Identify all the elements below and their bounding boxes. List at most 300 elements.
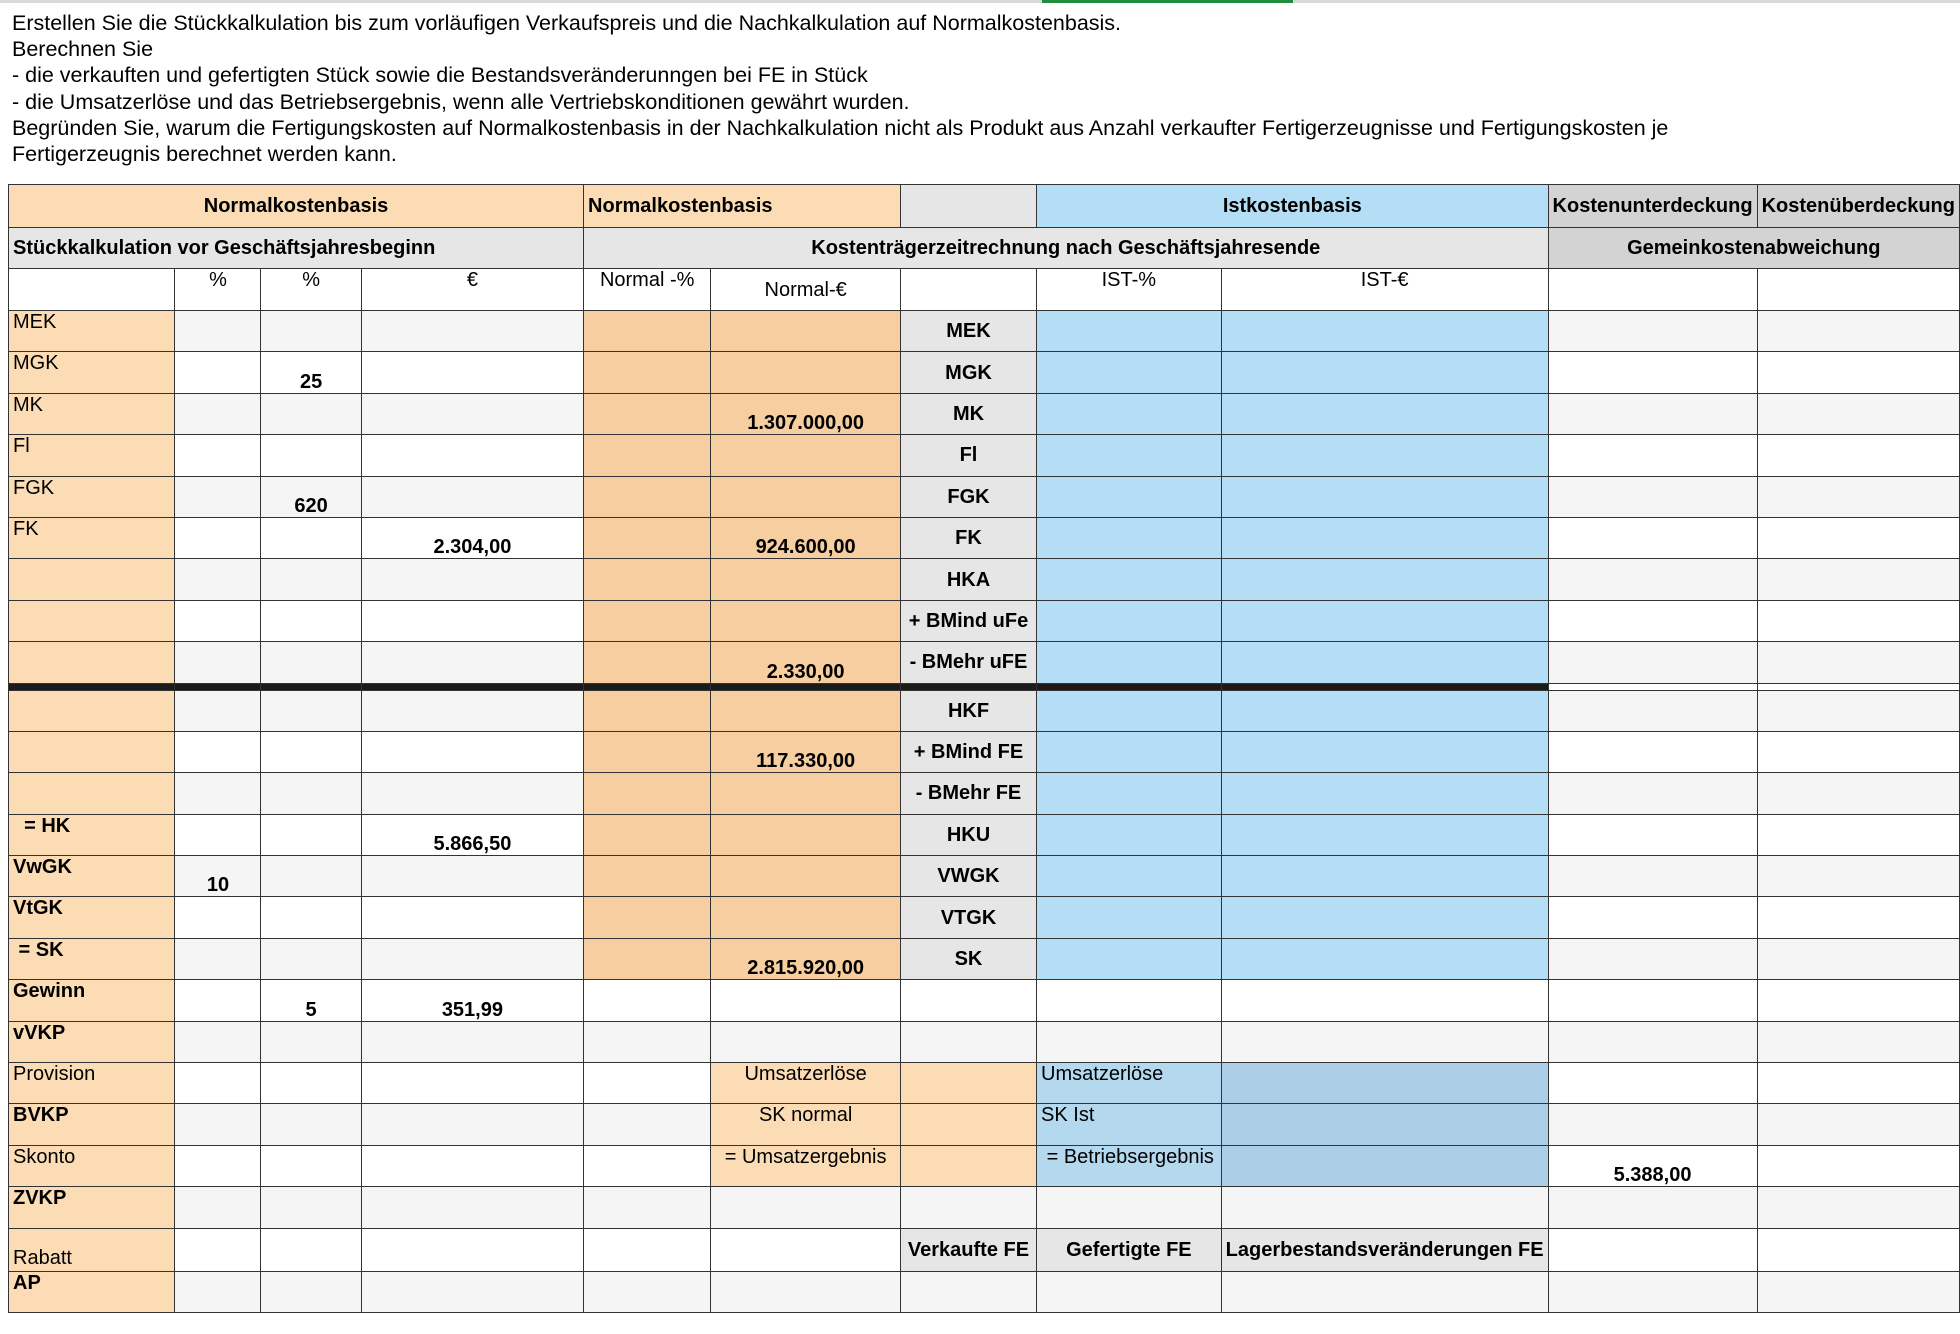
cell[interactable] (1548, 311, 1757, 352)
cell[interactable] (711, 559, 901, 600)
cell[interactable] (1757, 1104, 1959, 1145)
cell[interactable] (1548, 476, 1757, 517)
cell[interactable] (1037, 352, 1222, 393)
cell[interactable] (1757, 1063, 1959, 1104)
cell[interactable] (584, 938, 711, 979)
row-sk (9, 938, 1960, 979)
row-label: Provision (9, 1063, 175, 1104)
mid-label: FK (900, 517, 1036, 558)
row-label: VwGK (9, 856, 175, 897)
row-hka (9, 559, 1960, 600)
cell[interactable] (584, 856, 711, 897)
cell (900, 683, 1036, 690)
cell[interactable] (361, 938, 583, 979)
mid-label: HKU (900, 814, 1036, 855)
header-row-1 (9, 185, 1960, 228)
cell[interactable] (1221, 897, 1548, 938)
cell[interactable] (9, 690, 175, 731)
cell[interactable] (175, 517, 261, 558)
cell[interactable] (1548, 1021, 1757, 1062)
cell[interactable] (584, 600, 711, 641)
gewinn-percent[interactable]: 5 (261, 980, 361, 1021)
cell[interactable] (1221, 690, 1548, 731)
cell[interactable] (711, 856, 901, 897)
cell[interactable] (1548, 1104, 1757, 1145)
cell[interactable] (175, 897, 261, 938)
row-rabatt (9, 1228, 1960, 1271)
cell[interactable] (1037, 600, 1222, 641)
row-label: FGK (9, 476, 175, 517)
mid-label: SK (900, 938, 1036, 979)
cell[interactable] (1757, 600, 1959, 641)
cell[interactable] (1548, 269, 1757, 311)
cell[interactable] (1221, 773, 1548, 814)
label-umsatzerloese: Umsatzerlöse (711, 1063, 901, 1104)
cell[interactable] (175, 311, 261, 352)
row-label: vVKP (9, 1021, 175, 1062)
separator-row (9, 683, 1960, 690)
cell[interactable] (900, 1063, 1036, 1104)
cell[interactable] (261, 814, 361, 855)
cell[interactable] (1757, 690, 1959, 731)
cell[interactable] (711, 1187, 901, 1228)
row-fl (9, 435, 1960, 476)
cell[interactable] (175, 1104, 261, 1145)
mgk-percent[interactable]: 25 (261, 352, 361, 393)
col-header-normal-euro: Normal-€ (711, 269, 901, 311)
cell[interactable] (175, 393, 261, 434)
cell[interactable] (175, 980, 261, 1021)
cell[interactable] (361, 393, 583, 434)
cell[interactable] (1548, 980, 1757, 1021)
cell[interactable] (1037, 814, 1222, 855)
cell[interactable] (900, 1187, 1036, 1228)
col-header-euro: € (361, 269, 583, 311)
cell[interactable] (711, 352, 901, 393)
cell[interactable] (361, 1145, 583, 1186)
cell[interactable] (1037, 476, 1222, 517)
header-normalkostenbasis-mid: Normalkostenbasis (584, 185, 901, 228)
cell[interactable] (584, 1104, 711, 1145)
col-header-normal-percent: Normal -% (584, 269, 711, 311)
cell[interactable] (1548, 1271, 1757, 1312)
cell[interactable] (175, 559, 261, 600)
cell[interactable] (361, 311, 583, 352)
cell[interactable] (175, 938, 261, 979)
calculation-table (8, 184, 1960, 1313)
cell[interactable] (1221, 311, 1548, 352)
cell[interactable] (900, 1021, 1036, 1062)
sheet-top-bar (0, 0, 1960, 3)
cell[interactable] (9, 731, 175, 772)
cell[interactable] (1037, 311, 1222, 352)
cell[interactable] (175, 1228, 261, 1271)
cell[interactable] (711, 690, 901, 731)
mid-label: + BMind uFe (900, 600, 1036, 641)
cell[interactable] (900, 1104, 1036, 1145)
bmind-fe-normal-euro[interactable]: 117.330,00 (711, 731, 901, 772)
cell[interactable] (584, 1228, 711, 1271)
cell[interactable] (584, 393, 711, 434)
cell[interactable] (1757, 856, 1959, 897)
cell[interactable] (1548, 1063, 1757, 1104)
cell[interactable] (711, 600, 901, 641)
row-vvkp (9, 1021, 1960, 1062)
cell[interactable] (1221, 814, 1548, 855)
cell[interactable] (711, 773, 901, 814)
cell[interactable] (1548, 856, 1757, 897)
row-mk (9, 393, 1960, 434)
cell[interactable] (1757, 1228, 1959, 1271)
cell[interactable] (1548, 517, 1757, 558)
cell[interactable] (1037, 690, 1222, 731)
row-ap (9, 1271, 1960, 1312)
cell[interactable] (584, 1145, 711, 1186)
cell[interactable] (1037, 517, 1222, 558)
cell[interactable] (9, 642, 175, 683)
cell[interactable] (1221, 856, 1548, 897)
cell[interactable] (1757, 938, 1959, 979)
cell[interactable] (1548, 814, 1757, 855)
cell[interactable] (1037, 1271, 1222, 1312)
row-bmind-ufe (9, 600, 1960, 641)
mid-label: - BMehr uFE (900, 642, 1036, 683)
cell[interactable] (1757, 1021, 1959, 1062)
cell[interactable] (1037, 731, 1222, 772)
row-provision (9, 1063, 1960, 1104)
cell[interactable] (261, 1271, 361, 1312)
cell[interactable] (261, 559, 361, 600)
cell[interactable] (361, 731, 583, 772)
cell[interactable] (584, 690, 711, 731)
mid-label: MEK (900, 311, 1036, 352)
label-umsatzerloese-ist: Umsatzerlöse (1037, 1063, 1222, 1104)
cell[interactable] (175, 814, 261, 855)
row-hkf (9, 690, 1960, 731)
cell[interactable] (361, 690, 583, 731)
cell[interactable] (261, 897, 361, 938)
cell[interactable] (361, 773, 583, 814)
cell[interactable] (175, 731, 261, 772)
cell[interactable] (584, 642, 711, 683)
cell[interactable] (361, 435, 583, 476)
cell[interactable] (361, 559, 583, 600)
cell[interactable] (261, 856, 361, 897)
mid-label: HKF (900, 690, 1036, 731)
row-label: Gewinn (9, 980, 175, 1021)
cell[interactable] (711, 814, 901, 855)
cell[interactable] (261, 1228, 361, 1271)
cell[interactable] (900, 185, 1036, 228)
cell[interactable] (1037, 980, 1222, 1021)
cell[interactable] (9, 773, 175, 814)
cell[interactable] (361, 1104, 583, 1145)
row-bmehr-fe (9, 773, 1960, 814)
cell[interactable] (1037, 938, 1222, 979)
cell[interactable] (584, 311, 711, 352)
col-header-ist-percent: IST-% (1037, 269, 1222, 311)
header-row-3 (9, 269, 1960, 311)
row-label: MEK (9, 311, 175, 352)
cell[interactable] (1757, 517, 1959, 558)
cell[interactable] (1221, 435, 1548, 476)
cell (1548, 683, 1757, 690)
cell[interactable] (1037, 559, 1222, 600)
cell[interactable] (361, 476, 583, 517)
cell[interactable] (1548, 642, 1757, 683)
cell[interactable] (1757, 559, 1959, 600)
header-kostenueberdeckung: Kostenüberdeckung (1757, 185, 1959, 228)
cell (261, 683, 361, 690)
cell[interactable] (711, 435, 901, 476)
label-betriebsergebnis: = Betriebsergebnis (1037, 1145, 1222, 1186)
sk-normal-euro[interactable]: 2.815.920,00 (711, 938, 901, 979)
cell[interactable] (1757, 1271, 1959, 1312)
cell[interactable] (261, 1104, 361, 1145)
fgk-percent[interactable]: 620 (261, 476, 361, 517)
cell[interactable] (711, 311, 901, 352)
cell[interactable] (1221, 352, 1548, 393)
fk-normal-euro[interactable]: 924.600,00 (711, 517, 901, 558)
cell[interactable] (584, 980, 711, 1021)
cell[interactable] (584, 814, 711, 855)
cell[interactable] (900, 1145, 1036, 1186)
cell[interactable] (1548, 897, 1757, 938)
row-bvkp (9, 1104, 1960, 1145)
header-verkaufte-fe: Verkaufte FE (900, 1228, 1036, 1271)
cell[interactable] (584, 731, 711, 772)
cell[interactable] (900, 269, 1036, 311)
cell[interactable] (361, 1187, 583, 1228)
header-kostenunterdeckung: Kostenunterdeckung (1548, 185, 1757, 228)
cell[interactable] (1037, 856, 1222, 897)
cell[interactable] (261, 393, 361, 434)
cell[interactable] (361, 1063, 583, 1104)
cell[interactable] (261, 690, 361, 731)
task-description (12, 10, 1942, 167)
cell[interactable] (261, 1145, 361, 1186)
cell[interactable] (175, 642, 261, 683)
cell[interactable] (1757, 731, 1959, 772)
cell[interactable] (261, 1063, 361, 1104)
row-vwgk (9, 856, 1960, 897)
row-label: VtGK (9, 897, 175, 938)
cell[interactable] (1757, 1187, 1959, 1228)
cell[interactable] (1757, 1145, 1959, 1186)
cell[interactable] (1548, 435, 1757, 476)
cell[interactable] (584, 352, 711, 393)
cell[interactable] (1037, 1021, 1222, 1062)
cell[interactable] (175, 352, 261, 393)
cell[interactable] (1221, 476, 1548, 517)
cell[interactable] (900, 1271, 1036, 1312)
row-label: = SK (9, 938, 175, 979)
cell[interactable] (1757, 814, 1959, 855)
cell[interactable] (1757, 773, 1959, 814)
cell[interactable] (361, 856, 583, 897)
cell[interactable] (1037, 435, 1222, 476)
cell[interactable] (1221, 980, 1548, 1021)
cell[interactable] (175, 435, 261, 476)
cell (175, 683, 261, 690)
row-zvkp (9, 1187, 1960, 1228)
cell[interactable] (711, 476, 901, 517)
cell[interactable] (175, 690, 261, 731)
cell[interactable] (261, 311, 361, 352)
row-label: FK (9, 517, 175, 558)
intro-line: Erstellen Sie die Stückkalkulation bis zum vorläufigen Verkaufspreis und die Nachkalkulation auf Normalkostenbasis. (12, 11, 1122, 35)
cell[interactable] (584, 897, 711, 938)
row-mgk (9, 352, 1960, 393)
cell[interactable] (261, 1021, 361, 1062)
cell[interactable] (1037, 642, 1222, 683)
cell[interactable] (1221, 393, 1548, 434)
cell[interactable] (361, 600, 583, 641)
cell[interactable] (1221, 559, 1548, 600)
label-sk-ist: SK Ist (1037, 1104, 1222, 1145)
cell[interactable] (1757, 897, 1959, 938)
cell[interactable] (711, 897, 901, 938)
cell[interactable] (175, 1063, 261, 1104)
fk-euro[interactable]: 2.304,00 (361, 517, 583, 558)
cell[interactable] (175, 773, 261, 814)
intro-line: - die Umsatzerlöse und das Betriebsergebnis, wenn alle Vertriebskonditionen gewährt wurden. (12, 89, 910, 114)
cell[interactable] (584, 435, 711, 476)
cell[interactable] (1757, 642, 1959, 683)
cell[interactable] (9, 559, 175, 600)
intro-line: Berechnen Sie (12, 37, 154, 62)
cell[interactable] (361, 642, 583, 683)
header-lagerbestandsveraenderungen-fe: Lagerbestandsveränderungen FE (1221, 1228, 1548, 1271)
cell[interactable] (361, 1228, 583, 1271)
cell[interactable] (261, 731, 361, 772)
gemeinkostenabweichung-value[interactable]: 5.388,00 (1548, 1145, 1757, 1186)
cell[interactable] (175, 1187, 261, 1228)
cell[interactable] (361, 352, 583, 393)
cell[interactable] (361, 897, 583, 938)
cell[interactable] (1037, 1187, 1222, 1228)
mid-label: - BMehr FE (900, 773, 1036, 814)
cell[interactable] (361, 1021, 583, 1062)
cell[interactable] (9, 600, 175, 641)
cell[interactable] (584, 1021, 711, 1062)
row-label: MK (9, 393, 175, 434)
cell[interactable] (584, 1187, 711, 1228)
cell[interactable] (1221, 1187, 1548, 1228)
cell[interactable] (1757, 352, 1959, 393)
cell[interactable] (711, 1021, 901, 1062)
cell[interactable] (1221, 1063, 1548, 1104)
cell[interactable] (261, 773, 361, 814)
cell[interactable] (1757, 393, 1959, 434)
row-gewinn (9, 980, 1960, 1021)
cell[interactable] (711, 980, 901, 1021)
cell[interactable] (1221, 1145, 1548, 1186)
cell[interactable] (711, 1271, 901, 1312)
gewinn-euro[interactable]: 351,99 (361, 980, 583, 1021)
cell[interactable] (1221, 1271, 1548, 1312)
col-header-ist-euro: IST-€ (1221, 269, 1548, 311)
cell[interactable] (1548, 1228, 1757, 1271)
bmehr-ufe-normal-euro[interactable]: 2.330,00 (711, 642, 901, 683)
cell[interactable] (1221, 600, 1548, 641)
cell[interactable] (711, 1228, 901, 1271)
vwgk-percent[interactable]: 10 (175, 856, 261, 897)
intro-line: - die verkauften und gefertigten Stück sowie die Bestandsveränderunngen bei FE in Stück (12, 63, 868, 88)
cell[interactable] (1757, 476, 1959, 517)
row-label: Skonto (9, 1145, 175, 1186)
cell[interactable] (1221, 1021, 1548, 1062)
cell[interactable] (1548, 393, 1757, 434)
cell[interactable] (1548, 600, 1757, 641)
cell[interactable] (261, 938, 361, 979)
cell[interactable] (1757, 435, 1959, 476)
cell[interactable] (261, 435, 361, 476)
header-stueckkalkulation: Stückkalkulation vor Geschäftsjahresbeginn (9, 228, 584, 269)
cell[interactable] (1037, 393, 1222, 434)
hk-euro[interactable]: 5.866,50 (361, 814, 583, 855)
calculation-grid (8, 184, 1960, 1313)
cell[interactable] (1548, 690, 1757, 731)
label-sk-normal: SK normal (711, 1104, 901, 1145)
cell[interactable] (1037, 897, 1222, 938)
cell[interactable] (1221, 642, 1548, 683)
cell[interactable] (1548, 938, 1757, 979)
cell[interactable] (1548, 352, 1757, 393)
cell[interactable] (1221, 517, 1548, 558)
cell[interactable] (1548, 731, 1757, 772)
cell[interactable] (1757, 311, 1959, 352)
cell[interactable] (261, 1187, 361, 1228)
cell[interactable] (1757, 980, 1959, 1021)
row-bmehr-ufe (9, 642, 1960, 683)
cell[interactable] (1548, 1187, 1757, 1228)
intro-line: Fertigerzeugnis berechnet werden kann. (12, 142, 397, 167)
cell[interactable] (175, 1271, 261, 1312)
cell (1221, 683, 1548, 690)
row-label: Fl (9, 435, 175, 476)
cell[interactable] (584, 517, 711, 558)
cell[interactable] (175, 476, 261, 517)
cell[interactable] (1548, 773, 1757, 814)
cell[interactable] (584, 773, 711, 814)
col-header-percent-2: % (261, 269, 361, 311)
cell[interactable] (1221, 731, 1548, 772)
cell[interactable] (1221, 1104, 1548, 1145)
cell (711, 683, 901, 690)
header-istkostenbasis: Istkostenbasis (1037, 185, 1549, 228)
row-label: BVKP (9, 1104, 175, 1145)
cell[interactable] (361, 1271, 583, 1312)
cell[interactable] (1757, 269, 1959, 311)
cell[interactable] (175, 1021, 261, 1062)
cell[interactable] (584, 476, 711, 517)
cell[interactable] (261, 517, 361, 558)
cell[interactable] (584, 559, 711, 600)
cell[interactable] (261, 642, 361, 683)
cell[interactable] (900, 980, 1036, 1021)
cell[interactable] (1221, 938, 1548, 979)
cell[interactable] (1548, 559, 1757, 600)
mk-normal-euro[interactable]: 1.307.000,00 (711, 393, 901, 434)
cell[interactable] (261, 600, 361, 641)
cell[interactable] (175, 1145, 261, 1186)
cell[interactable] (584, 1063, 711, 1104)
cell[interactable] (175, 600, 261, 641)
cell[interactable] (9, 269, 175, 311)
cell[interactable] (1037, 773, 1222, 814)
cell[interactable] (584, 1271, 711, 1312)
